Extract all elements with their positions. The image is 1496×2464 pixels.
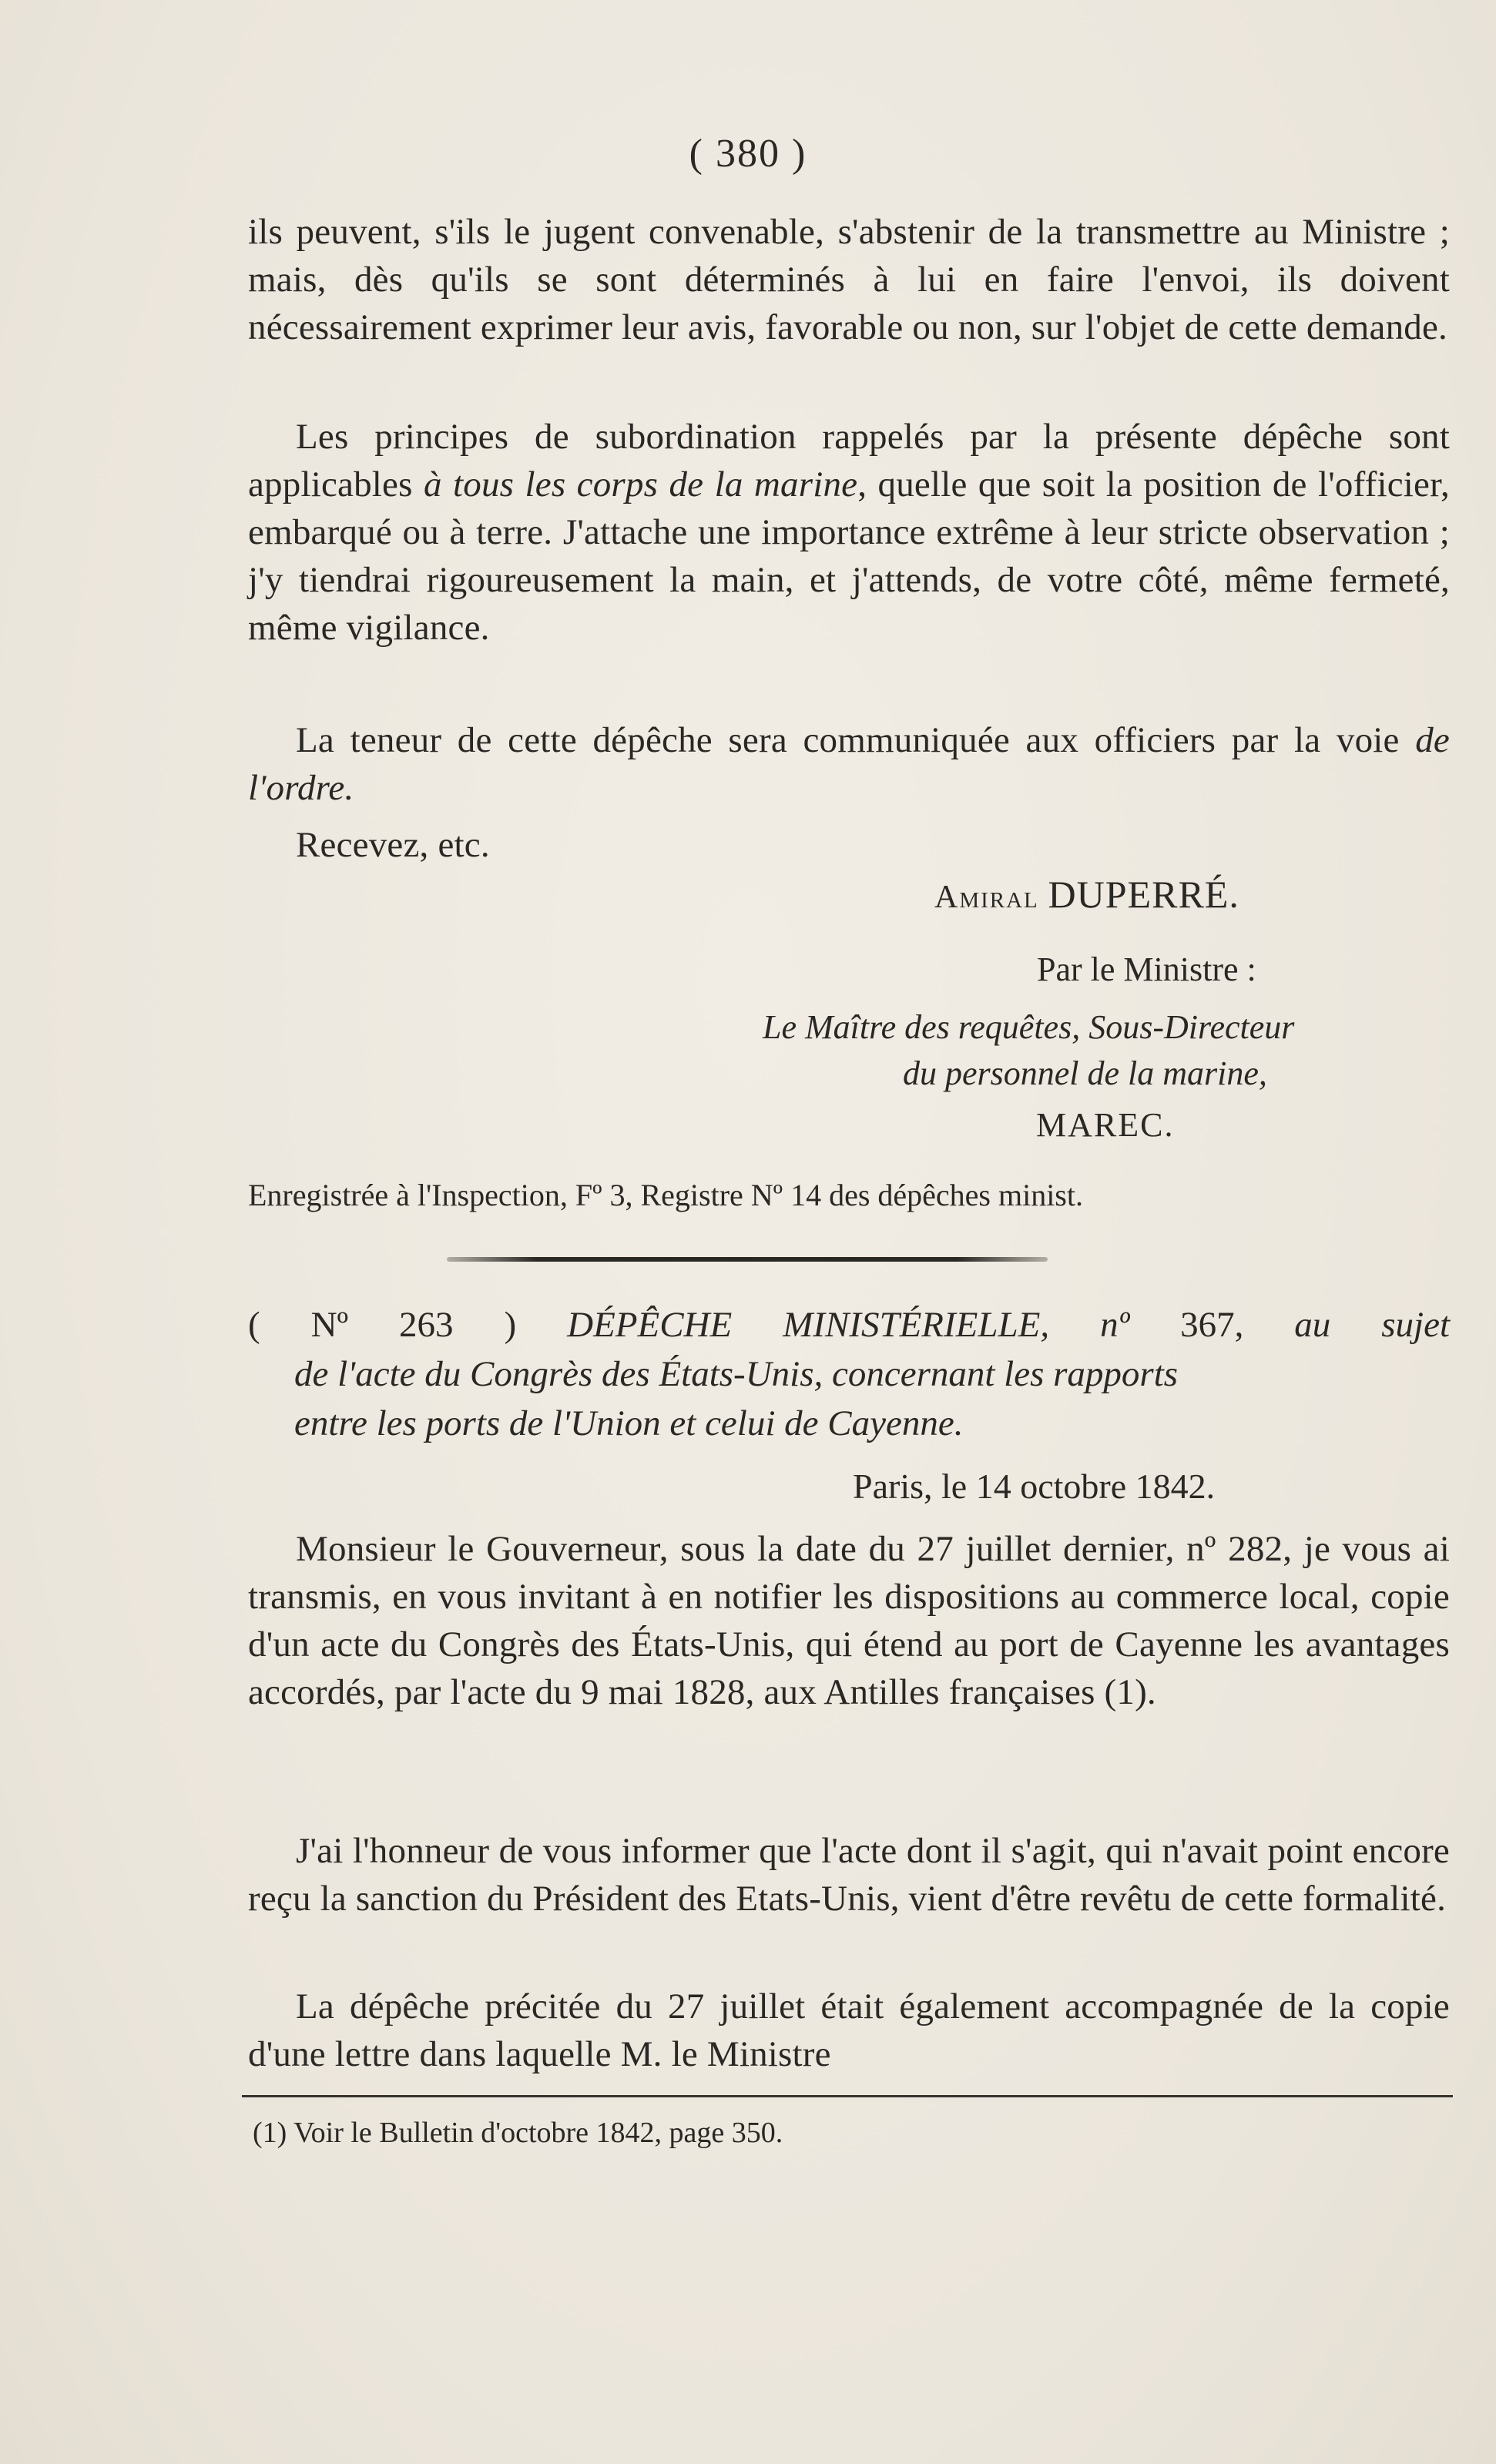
paragraph-communication: [248, 716, 1450, 812]
heading-line-3: entre les ports de l'Union et celui de Cayenne.: [294, 1403, 964, 1443]
registration-note: Enregistrée à l'Inspection, Fº 3, Registre Nº 14 des dépêches minist.: [248, 1178, 1083, 1212]
text-run: Les principes de subordination rappelés par la présente dépêche sont applicables: [248, 417, 1450, 505]
heading-line-2: de l'acte du Congrès des États-Unis, concernant les rapports: [294, 1354, 1179, 1394]
paragraph-continuation: [248, 208, 1450, 351]
paragraph-text: Recevez, etc.: [296, 825, 490, 865]
dispatch-heading: [248, 1300, 1450, 1448]
paragraph-text: [248, 716, 1450, 812]
italic-run: de l'ordre.: [248, 720, 1450, 808]
signature-par-le-ministre: Par le Ministre :: [1037, 950, 1256, 988]
signature-admiral: [934, 872, 1239, 920]
paragraph-closing: [248, 821, 1450, 869]
signature-maitre-des-requetes: Le Maître des requêtes, Sous-Directeur: [763, 1008, 1295, 1046]
date-line: Paris, le 14 octobre 1842.: [853, 1467, 1216, 1506]
signature-title: Amiral: [934, 880, 1039, 915]
signature-personnel: du personnel de la marine,: [903, 1054, 1267, 1092]
paragraph-monsieur: [248, 1525, 1450, 1716]
dispatch-num: 367,: [1180, 1305, 1244, 1345]
footnote-divider: [242, 2095, 1453, 2097]
paragraph-text: ils peuvent, s'ils le jugent convenable, s'abstenir de la transmettre au Ministre ; mais, dès qu'ils se sont déterminés à lui en faire l'envoi, ils doivent nécessairement exprimer leur avis, favorable ou non, sur l'objet de cette demande.: [248, 212, 1450, 347]
paragraph-subordination: [248, 413, 1450, 652]
signature-name: DUPERRÉ.: [1048, 873, 1239, 916]
dispatch-num-label: nº: [1100, 1305, 1130, 1345]
paragraph-text: Monsieur le Gouverneur, sous la date du 27 juillet dernier, nº 282, je vous ai transmis, en vous invitant à en notifier les dispositions au commerce local, copie d'un acte du Congrès des États-Unis, qui étend au port de Cayenne les avantages accordés, par l'acte du 9 mai 1828, aux Antilles françaises (1).: [248, 1529, 1450, 1712]
dispatch-title: DÉPÊCHE MINISTÉRIELLE,: [567, 1305, 1050, 1345]
footnote: (1) Voir le Bulletin d'octobre 1842, page 350.: [253, 2117, 783, 2149]
section-divider: [447, 1257, 1048, 1262]
text-run: La teneur de cette dépêche sera communiquée aux officiers par la voie: [296, 720, 1416, 760]
dispatch-number: ( Nº 263 ): [248, 1305, 517, 1345]
paragraph-depeche: [248, 1983, 1450, 2078]
paragraph-text: J'ai l'honneur de vous informer que l'acte dont il s'agit, qui n'avait point encore reçu la sanction du Président des Etats-Unis, vient d'être revêtu de cette formalité.: [248, 1831, 1450, 1919]
text-run: , quelle que soit la position de l'officier, embarqué ou à terre. J'attache une importance extrême à leur stricte observation ; j'y tiendrai rigoureusement la main, et j'attends, de votre côté, même fermeté, même vigilance.: [248, 464, 1451, 648]
paragraph-honneur: [248, 1827, 1450, 1923]
page-number: ( 380 ): [689, 132, 807, 176]
dispatch-subject-start: au sujet: [1294, 1305, 1451, 1345]
signature-marec: MAREC.: [1036, 1106, 1175, 1144]
paragraph-text: La dépêche précitée du 27 juillet était également accompagnée de la copie d'une lettre dans laquelle M. le Ministre: [248, 1986, 1450, 2074]
italic-run: à tous les corps de la marine: [423, 464, 858, 505]
paragraph-text: [248, 413, 1450, 652]
heading-line-1: [248, 1300, 1450, 1349]
